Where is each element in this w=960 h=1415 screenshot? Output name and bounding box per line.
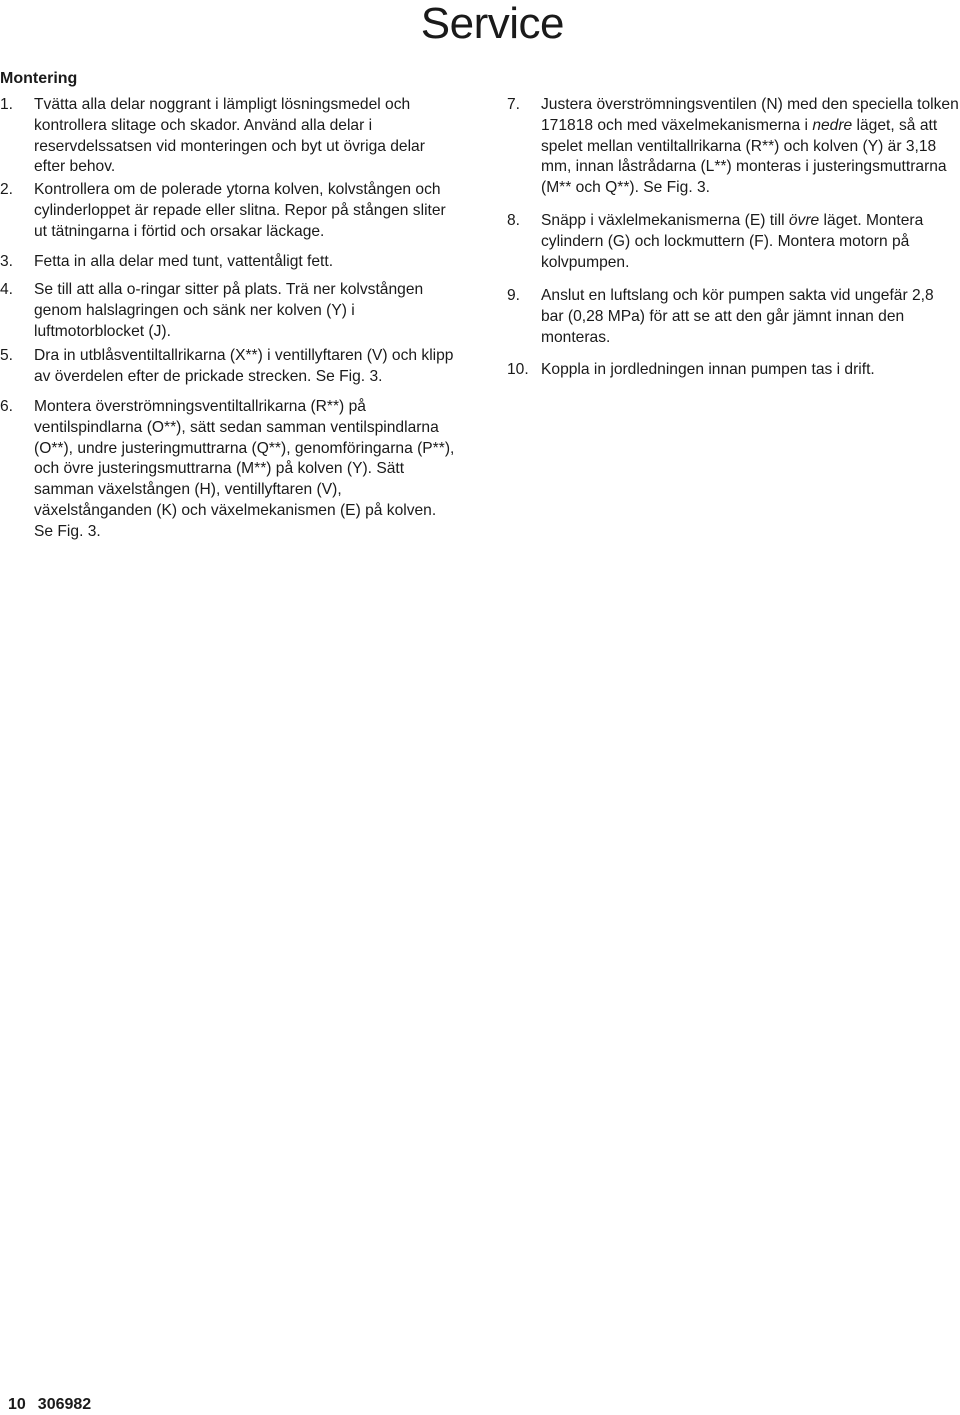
step-text: Tvätta alla delar noggrant i lämpligt lösningsmedel och kontrollera slitage och skador. Använd alla delar i reservdelssatsen vid monteringen och byt ut övriga delar efter behov. bbox=[34, 96, 425, 176]
step-text: Montera överströmningsventiltallrikarna (R**) på ventilspindlarna (O**), sätt sedan samman ventilspindlarna (O**), undre justeringmuttrarna (Q**), genomföringarna (P**), och övre justeringsmuttrarna (M**) på kolven (Y). Sätt samman växelstången (H), ventillyftaren (V), växelstånganden (K) och växelmekanismen (E) på kolven. Se Fig. 3. bbox=[34, 398, 455, 540]
step-number: 2. bbox=[0, 181, 14, 198]
step-text: Snäpp i växlelmekanismerna (E) till övre läget. Montera cylindern (G) och lockmuttern (F). Montera motorn på kolvpumpen. bbox=[541, 212, 924, 271]
step-item bbox=[0, 397, 458, 543]
step-item bbox=[507, 95, 960, 199]
step-number: 5. bbox=[0, 347, 14, 364]
document-number: 306982 bbox=[37, 1396, 92, 1413]
step-text: Justera överströmningsventilen (N) med den speciella tolken 171818 och med växelmekanismerna i nedre läget, så att spelet mellan ventiltallrikarna (R**) och kolven (Y) är 3,18 mm, innan låstrådarna (L**) monteras i justeringsmuttrarna (M** och Q**). Se Fig. 3. bbox=[541, 96, 959, 197]
step-text: Kontrollera om de polerade ytorna kolven, kolvstången och cylinderloppet är repade eller slitna. Repor på stången sliter ut tätningarna i förtid och orsakar läckage. bbox=[34, 181, 446, 240]
section-heading: Montering bbox=[0, 70, 78, 87]
page-footer bbox=[8, 1395, 103, 1415]
emphasis-text: övre bbox=[788, 212, 820, 229]
step-item bbox=[507, 286, 960, 348]
step-item bbox=[0, 346, 458, 388]
emphasis-text: nedre bbox=[812, 116, 853, 134]
step-number: 8. bbox=[507, 212, 521, 229]
page-title: Service bbox=[420, 0, 564, 48]
step-item bbox=[0, 180, 458, 242]
step-text: Dra in utblåsventiltallrikarna (X**) i ventillyftaren (V) och klipp av överdelen efter de prickade strecken. Se Fig. 3. bbox=[34, 347, 454, 385]
step-text: Fetta in alla delar med tunt, vattentåligt fett. bbox=[34, 253, 334, 270]
page-number: 10 bbox=[8, 1396, 26, 1413]
step-number: 1. bbox=[0, 96, 14, 113]
step-number: 3. bbox=[0, 253, 14, 270]
step-number: 7. bbox=[507, 96, 521, 113]
step-item bbox=[0, 280, 458, 342]
step-item bbox=[0, 252, 458, 273]
step-text: Koppla in jordledningen innan pumpen tas i drift. bbox=[541, 361, 875, 378]
step-item bbox=[0, 95, 458, 178]
step-number: 9. bbox=[507, 287, 521, 304]
step-number: 6. bbox=[0, 398, 14, 415]
step-text: Se till att alla o-ringar sitter på plats. Trä ner kolvstången genom halslagringen och sänk ner kolven (Y) i luftmotorblocket (J). bbox=[34, 281, 424, 340]
step-text: Anslut en luftslang och kör pumpen sakta vid ungefär 2,8 bar (0,28 MPa) för att se att den går jämnt innan den monteras. bbox=[541, 287, 934, 346]
step-item bbox=[507, 211, 960, 273]
step-number: 10. bbox=[507, 361, 529, 378]
step-number: 4. bbox=[0, 281, 14, 298]
step-item bbox=[507, 360, 960, 381]
